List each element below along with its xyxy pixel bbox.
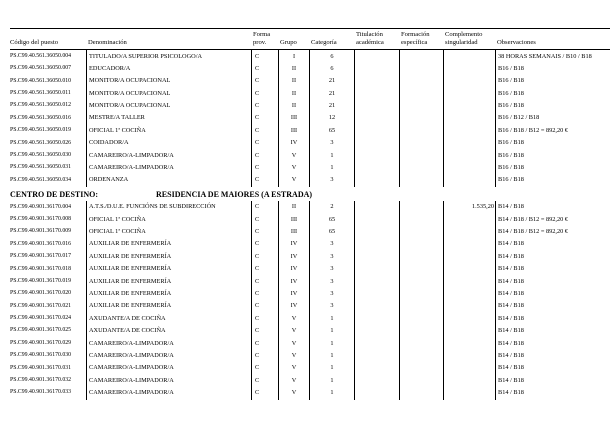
cell-complemento — [443, 238, 495, 250]
cell-grupo: V — [278, 162, 309, 174]
cell-categoria: 6 — [309, 50, 354, 62]
cell-forma: C — [251, 125, 278, 137]
cell-grupo: IV — [278, 288, 309, 300]
cell-observaciones: B16 / B12 / B18 — [495, 112, 610, 124]
cell-observaciones: B14 / B18 — [495, 375, 610, 387]
cell-complemento — [443, 150, 495, 162]
cell-grupo: V — [278, 338, 309, 350]
table-row — [10, 325, 610, 337]
cell-categoria: 65 — [309, 226, 354, 238]
cell-complemento — [443, 137, 495, 149]
cell-codigo: PS.C99.40.901.36170.025 — [10, 327, 72, 334]
cell-codigo: PS.C99.40.561.36050.030 — [10, 151, 72, 158]
column-header-formacion — [399, 31, 443, 47]
cell-formacion — [399, 387, 443, 399]
cell-codigo: PS.C99.40.561.36050.011 — [10, 89, 71, 96]
cell-formacion — [399, 150, 443, 162]
cell-formacion — [399, 162, 443, 174]
table-row — [10, 251, 610, 263]
cell-grupo: II — [278, 75, 309, 87]
cell-titulacion — [354, 313, 399, 325]
cell-forma: C — [251, 313, 278, 325]
cell-forma: C — [251, 201, 278, 213]
cell-formacion — [399, 263, 443, 275]
cell-titulacion — [354, 112, 399, 124]
cell-forma: C — [251, 150, 278, 162]
column-header-titulacion-line1: Titulación — [356, 31, 383, 38]
cell-titulacion — [354, 387, 399, 399]
column-header-forma-line2: prov. — [253, 39, 267, 47]
column-header-complemento-line2: singularidad — [445, 39, 478, 47]
cell-denominacion: MONITOR/A OCUPACIONAL — [86, 75, 251, 87]
cell-grupo: III — [278, 112, 309, 124]
cell-forma: C — [251, 137, 278, 149]
cell-categoria: 65 — [309, 125, 354, 137]
cell-denominacion: AUXILIAR DE ENFERMERÍA — [86, 276, 251, 288]
cell-categoria: 1 — [309, 325, 354, 337]
cell-categoria: 21 — [309, 88, 354, 100]
cell-forma: C — [251, 75, 278, 87]
cell-formacion — [399, 112, 443, 124]
cell-observaciones: B14 / B18 — [495, 251, 610, 263]
table-row — [10, 174, 610, 186]
cell-grupo: V — [278, 174, 309, 186]
cell-observaciones: B16 / B18 — [495, 162, 610, 174]
cell-forma: C — [251, 100, 278, 112]
cell-formacion — [399, 300, 443, 312]
column-header-complemento — [443, 31, 495, 47]
cell-forma: C — [251, 238, 278, 250]
cell-titulacion — [354, 50, 399, 62]
cell-titulacion — [354, 350, 399, 362]
cell-forma: C — [251, 276, 278, 288]
cell-denominacion: CAMAREIRO/A-LIMPADOR/A — [86, 150, 251, 162]
table-row — [10, 50, 610, 62]
cell-formacion — [399, 201, 443, 213]
cell-complemento — [443, 288, 495, 300]
cell-categoria: 3 — [309, 276, 354, 288]
cell-titulacion — [354, 214, 399, 226]
cell-codigo: PS.C99.40.901.36170.009 — [10, 228, 72, 235]
cell-denominacion: MONITOR/A OCUPACIONAL — [86, 100, 251, 112]
cell-forma: C — [251, 325, 278, 337]
table-row — [10, 338, 610, 350]
column-header-complemento-line1: Complemento — [445, 31, 483, 38]
cell-formacion — [399, 325, 443, 337]
cell-titulacion — [354, 362, 399, 374]
table-row — [10, 288, 610, 300]
cell-codigo: PS.C99.40.901.36170.021 — [10, 302, 72, 309]
cell-grupo: V — [278, 350, 309, 362]
cell-formacion — [399, 238, 443, 250]
cell-complemento — [443, 387, 495, 399]
cell-codigo: PS.C99.40.901.36170.030 — [10, 352, 72, 359]
cell-titulacion — [354, 174, 399, 186]
cell-categoria: 1 — [309, 162, 354, 174]
cell-codigo: PS.C99.40.901.36170.033 — [10, 389, 72, 396]
cell-denominacion: AXUDANTE/A DE COCIÑA — [86, 313, 251, 325]
cell-codigo: PS.C99.40.901.36170.031 — [10, 364, 72, 371]
table-row — [10, 162, 610, 174]
cell-observaciones: B14 / B18 — [495, 387, 610, 399]
cell-complemento — [443, 300, 495, 312]
table-row — [10, 300, 610, 312]
cell-observaciones: B14 / B18 — [495, 263, 610, 275]
cell-denominacion: MESTRE/A TALLER — [86, 112, 251, 124]
cell-titulacion — [354, 88, 399, 100]
cell-grupo: V — [278, 313, 309, 325]
cell-codigo: PS.C99.40.901.36170.019 — [10, 277, 72, 284]
table-row — [10, 112, 610, 124]
table-section — [10, 201, 610, 399]
cell-codigo: PS.C99.40.561.36050.004 — [10, 52, 72, 59]
cell-codigo: PS.C99.40.901.36170.016 — [10, 240, 72, 247]
cell-grupo: V — [278, 375, 309, 387]
cell-observaciones: B16 / B18 — [495, 75, 610, 87]
cell-forma: C — [251, 112, 278, 124]
cell-titulacion — [354, 251, 399, 263]
cell-observaciones: B14 / B18 — [495, 313, 610, 325]
cell-codigo: PS.C99.40.561.36050.026 — [10, 139, 72, 146]
cell-formacion — [399, 75, 443, 87]
cell-categoria: 65 — [309, 214, 354, 226]
cell-forma: C — [251, 50, 278, 62]
cell-denominacion: AUXILIAR DE ENFERMERÍA — [86, 263, 251, 275]
table-row — [10, 137, 610, 149]
cell-denominacion: AXUDANTE/A DE COCIÑA — [86, 325, 251, 337]
column-header-categoria: Categoría — [311, 39, 337, 47]
cell-titulacion — [354, 300, 399, 312]
column-header-formacion-line1: Formación — [401, 31, 430, 38]
centro-de-destino-label: CENTRO DE DESTINO: — [10, 189, 99, 199]
cell-denominacion: COIDADOR/A — [86, 137, 251, 149]
cell-categoria: 3 — [309, 238, 354, 250]
cell-formacion — [399, 63, 443, 75]
cell-categoria: 1 — [309, 375, 354, 387]
cell-forma: C — [251, 63, 278, 75]
cell-categoria: 3 — [309, 288, 354, 300]
cell-codigo: PS.C99.40.901.36170.004 — [10, 203, 72, 210]
cell-denominacion: AUXILIAR DE ENFERMERÍA — [86, 238, 251, 250]
cell-observaciones: B14 / B18 — [495, 300, 610, 312]
cell-complemento — [443, 100, 495, 112]
cell-categoria: 1 — [309, 362, 354, 374]
cell-observaciones: B14 / B18 — [495, 325, 610, 337]
cell-grupo: V — [278, 362, 309, 374]
cell-formacion — [399, 375, 443, 387]
cell-titulacion — [354, 338, 399, 350]
cell-forma: C — [251, 362, 278, 374]
cell-denominacion: CAMAREIRO/A-LIMPADOR/A — [86, 375, 251, 387]
cell-grupo: II — [278, 100, 309, 112]
cell-categoria: 3 — [309, 300, 354, 312]
cell-grupo: III — [278, 226, 309, 238]
cell-forma: C — [251, 251, 278, 263]
cell-complemento — [443, 125, 495, 137]
cell-forma: C — [251, 88, 278, 100]
cell-formacion — [399, 338, 443, 350]
cell-titulacion — [354, 100, 399, 112]
table-row — [10, 276, 610, 288]
cell-grupo: IV — [278, 300, 309, 312]
cell-titulacion — [354, 375, 399, 387]
table-row — [10, 214, 610, 226]
cell-formacion — [399, 226, 443, 238]
cell-grupo: IV — [278, 251, 309, 263]
cell-formacion — [399, 313, 443, 325]
cell-observaciones: B14 / B18 — [495, 276, 610, 288]
cell-titulacion — [354, 276, 399, 288]
cell-denominacion: CAMAREIRO/A-LIMPADOR/A — [86, 162, 251, 174]
cell-observaciones: B14 / B18 / B12 = 892,20 € — [495, 226, 610, 238]
cell-observaciones: 38 HORAS SEMANAIS / B10 / B18 — [495, 50, 610, 62]
cell-categoria: 6 — [309, 63, 354, 75]
cell-categoria: 1 — [309, 313, 354, 325]
cell-categoria: 12 — [309, 112, 354, 124]
table-row — [10, 226, 610, 238]
cell-codigo: PS.C99.40.901.36170.008 — [10, 215, 72, 222]
cell-formacion — [399, 214, 443, 226]
cell-codigo: PS.C99.40.901.36170.018 — [10, 265, 72, 272]
cell-observaciones: B16 / B18 — [495, 63, 610, 75]
cell-formacion — [399, 174, 443, 186]
cell-categoria: 1 — [309, 387, 354, 399]
cell-titulacion — [354, 325, 399, 337]
cell-formacion — [399, 100, 443, 112]
cell-formacion — [399, 362, 443, 374]
cell-complemento — [443, 75, 495, 87]
cell-codigo: PS.C99.40.901.36170.029 — [10, 339, 72, 346]
table-row — [10, 375, 610, 387]
cell-formacion — [399, 251, 443, 263]
cell-titulacion — [354, 63, 399, 75]
cell-titulacion — [354, 125, 399, 137]
cell-complemento — [443, 63, 495, 75]
cell-complemento — [443, 325, 495, 337]
cell-denominacion: CAMAREIRO/A-LIMPADOR/A — [86, 350, 251, 362]
cell-complemento — [443, 226, 495, 238]
cell-codigo: PS.C99.40.901.36170.032 — [10, 377, 72, 384]
cell-formacion — [399, 276, 443, 288]
cell-observaciones: B14 / B18 — [495, 362, 610, 374]
table-row — [10, 263, 610, 275]
column-header-formacion-line2: específica — [401, 39, 428, 47]
cell-formacion — [399, 350, 443, 362]
cell-observaciones: B16 / B18 / B12 = 892,20 € — [495, 125, 610, 137]
cell-denominacion: A.T.S./D.U.E. FUNCIÓNS DE SUBDIRECCIÓN — [86, 201, 251, 213]
cell-titulacion — [354, 226, 399, 238]
cell-codigo: PS.C99.40.561.36050.012 — [10, 102, 72, 109]
column-header-forma-prov — [251, 31, 278, 47]
cell-titulacion — [354, 238, 399, 250]
cell-categoria: 1 — [309, 338, 354, 350]
cell-codigo: PS.C99.40.561.36050.007 — [10, 65, 72, 72]
table-body — [10, 50, 610, 399]
cell-denominacion: EDUCADOR/A — [86, 63, 251, 75]
cell-complemento — [443, 350, 495, 362]
cell-observaciones: B16 / B18 — [495, 88, 610, 100]
cell-grupo: V — [278, 325, 309, 337]
cell-observaciones: B14 / B18 / B12 = 892,20 € — [495, 214, 610, 226]
cell-grupo: I — [278, 50, 309, 62]
cell-observaciones: B14 / B18 — [495, 288, 610, 300]
cell-denominacion: OFICIAL 1ª COCIÑA — [86, 214, 251, 226]
centro-de-destino-value: RESIDENCIA DE MAIORES (A ESTRADA) — [156, 189, 313, 199]
cell-complemento — [443, 313, 495, 325]
cell-codigo: PS.C99.40.561.36050.031 — [10, 164, 72, 171]
cell-categoria: 1 — [309, 350, 354, 362]
cell-codigo: PS.C99.40.561.36050.034 — [10, 176, 72, 183]
cell-denominacion: OFICIAL 1ª COCIÑA — [86, 226, 251, 238]
cell-grupo: III — [278, 214, 309, 226]
cell-complemento — [443, 174, 495, 186]
cell-forma: C — [251, 387, 278, 399]
cell-observaciones: B14 / B18 — [495, 201, 610, 213]
cell-observaciones: B16 / B18 — [495, 150, 610, 162]
cell-grupo: V — [278, 387, 309, 399]
cell-forma: C — [251, 174, 278, 186]
cell-observaciones: B16 / B18 — [495, 137, 610, 149]
cell-grupo: II — [278, 88, 309, 100]
cell-forma: C — [251, 288, 278, 300]
cell-complemento — [443, 362, 495, 374]
cell-titulacion — [354, 162, 399, 174]
table-row — [10, 75, 610, 87]
cell-categoria: 21 — [309, 100, 354, 112]
cell-categoria: 21 — [309, 75, 354, 87]
cell-complemento: 1.535,20 — [443, 201, 495, 213]
cell-grupo: II — [278, 201, 309, 213]
cell-forma: C — [251, 350, 278, 362]
cell-denominacion: ORDENANZA — [86, 174, 251, 186]
cell-forma: C — [251, 214, 278, 226]
cell-titulacion — [354, 137, 399, 149]
cell-complemento — [443, 263, 495, 275]
table-row — [10, 350, 610, 362]
column-header-forma-line1: Forma — [253, 31, 271, 38]
table-row — [10, 125, 610, 137]
cell-codigo: PS.C99.40.901.36170.020 — [10, 290, 72, 297]
cell-codigo: PS.C99.40.561.36050.019 — [10, 127, 72, 134]
table-row — [10, 387, 610, 399]
cell-observaciones: B14 / B18 — [495, 350, 610, 362]
cell-categoria: 3 — [309, 137, 354, 149]
table-row — [10, 150, 610, 162]
cell-formacion — [399, 288, 443, 300]
cell-complemento — [443, 88, 495, 100]
cell-categoria: 3 — [309, 251, 354, 263]
cell-categoria: 3 — [309, 263, 354, 275]
table-section — [10, 50, 610, 186]
cell-titulacion — [354, 288, 399, 300]
cell-forma: C — [251, 338, 278, 350]
cell-categoria: 2 — [309, 201, 354, 213]
cell-denominacion: AUXILIAR DE ENFERMERÍA — [86, 300, 251, 312]
cell-titulacion — [354, 201, 399, 213]
cell-formacion — [399, 50, 443, 62]
table-header-row — [10, 28, 610, 50]
rpt-table — [10, 28, 610, 400]
cell-titulacion — [354, 263, 399, 275]
cell-forma: C — [251, 162, 278, 174]
cell-codigo: PS.C99.40.901.36170.017 — [10, 253, 72, 260]
cell-titulacion — [354, 75, 399, 87]
column-header-denominacion: Denominación — [88, 39, 127, 47]
cell-denominacion: AUXILIAR DE ENFERMERÍA — [86, 251, 251, 263]
cell-denominacion: MONITOR/A OCUPACIONAL — [86, 88, 251, 100]
cell-titulacion — [354, 150, 399, 162]
cell-denominacion: CAMAREIRO/A-LIMPADOR/A — [86, 387, 251, 399]
table-row — [10, 100, 610, 112]
cell-codigo: PS.C99.40.561.36050.010 — [10, 77, 72, 84]
cell-denominacion: OFICIAL 1ª COCIÑA — [86, 125, 251, 137]
cell-grupo: II — [278, 63, 309, 75]
cell-forma: C — [251, 263, 278, 275]
cell-denominacion: AUXILIAR DE ENFERMERÍA — [86, 288, 251, 300]
cell-denominacion: CAMAREIRO/A-LIMPADOR/A — [86, 338, 251, 350]
cell-formacion — [399, 125, 443, 137]
column-header-titulacion — [354, 31, 399, 47]
column-header-observaciones: Observaciones — [497, 39, 536, 47]
cell-grupo: IV — [278, 238, 309, 250]
cell-grupo: IV — [278, 276, 309, 288]
cell-complemento — [443, 162, 495, 174]
cell-denominacion: CAMAREIRO/A-LIMPADOR/A — [86, 362, 251, 374]
cell-forma: C — [251, 375, 278, 387]
cell-denominacion: TITULADO/A SUPERIOR PSICOLOGO/A — [86, 50, 251, 62]
column-header-grupo: Grupo — [280, 39, 297, 47]
table-row — [10, 201, 610, 213]
cell-grupo: III — [278, 125, 309, 137]
table-row — [10, 238, 610, 250]
cell-complemento — [443, 375, 495, 387]
cell-formacion — [399, 88, 443, 100]
cell-complemento — [443, 214, 495, 226]
table-row — [10, 63, 610, 75]
cell-forma: C — [251, 300, 278, 312]
cell-formacion — [399, 137, 443, 149]
cell-complemento — [443, 338, 495, 350]
cell-codigo: PS.C99.40.561.36050.016 — [10, 114, 72, 121]
cell-complemento — [443, 276, 495, 288]
cell-observaciones: B16 / B18 — [495, 174, 610, 186]
column-header-codigo: Código del puesto — [10, 39, 58, 47]
cell-categoria: 3 — [309, 174, 354, 186]
cell-grupo: IV — [278, 137, 309, 149]
centro-de-destino-row — [10, 187, 610, 202]
cell-complemento — [443, 112, 495, 124]
cell-grupo: V — [278, 150, 309, 162]
cell-complemento — [443, 50, 495, 62]
cell-codigo: PS.C99.40.901.36170.024 — [10, 315, 72, 322]
cell-complemento — [443, 251, 495, 263]
cell-observaciones: B14 / B18 — [495, 338, 610, 350]
cell-categoria: 1 — [309, 150, 354, 162]
cell-forma: C — [251, 226, 278, 238]
cell-observaciones: B14 / B18 — [495, 238, 610, 250]
column-header-titulacion-line2: académica — [356, 39, 384, 47]
cell-grupo: IV — [278, 263, 309, 275]
table-row — [10, 362, 610, 374]
table-row — [10, 88, 610, 100]
cell-observaciones: B16 / B18 — [495, 100, 610, 112]
table-row — [10, 313, 610, 325]
